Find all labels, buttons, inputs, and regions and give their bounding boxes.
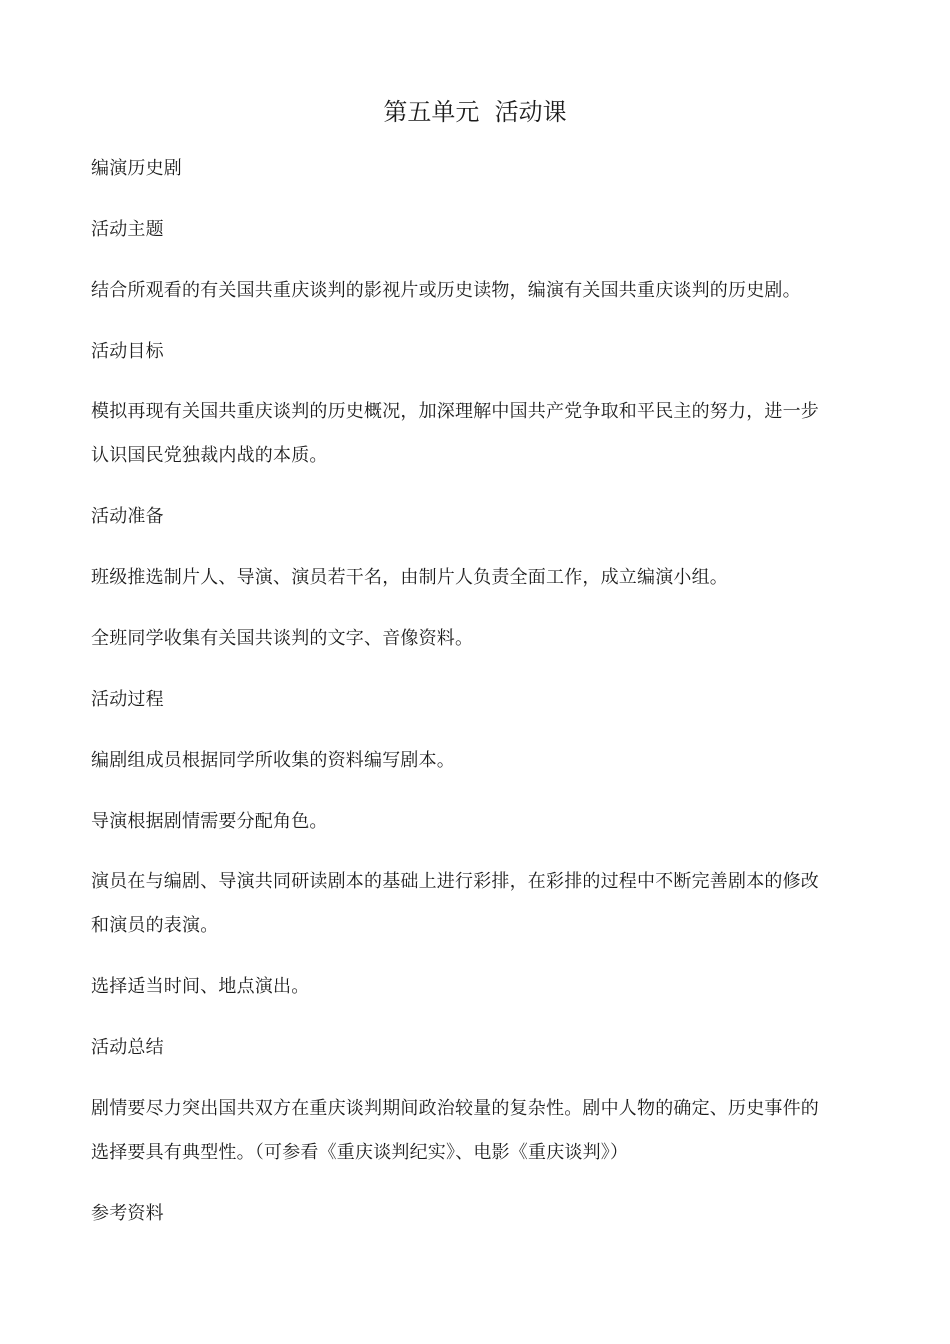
section-heading: 活动主题 xyxy=(91,219,164,240)
paragraph-line: 班级推选制片人、导演、演员若干名，由制片人负责全面工作，成立编演小组。 xyxy=(91,567,728,588)
paragraph-line: 演员在与编剧、导演共同研读剧本的基础上进行彩排，在彩排的过程中不断完善剧本的修改 xyxy=(91,871,819,892)
paragraph-line: 选择适当时间、地点演出。 xyxy=(91,976,310,997)
page-title: 第五单元 活动课 xyxy=(383,98,567,126)
paragraph-line: 编剧组成员根据同学所收集的资料编写剧本。 xyxy=(91,750,455,771)
paragraph-line: 导演根据剧情需要分配角色。 xyxy=(91,811,328,832)
paragraph-line: 和演员的表演。 xyxy=(91,915,219,936)
section-heading: 编演历史剧 xyxy=(91,158,182,179)
section-heading: 活动过程 xyxy=(91,689,164,710)
paragraph-line: 剧情要尽力突出国共双方在重庆谈判期间政治较量的复杂性。剧中人物的确定、历史事件的 xyxy=(91,1098,819,1119)
section-heading: 活动准备 xyxy=(91,506,164,527)
paragraph-line: 模拟再现有关国共重庆谈判的历史概况，加深理解中国共产党争取和平民主的努力，进一步 xyxy=(91,401,819,422)
section-heading: 活动总结 xyxy=(91,1037,164,1058)
paragraph-line: 选择要具有典型性。（可参看《重庆谈判纪实》、电影《重庆谈判》） xyxy=(91,1142,629,1163)
paragraph-line: 全班同学收集有关国共谈判的文字、音像资料。 xyxy=(91,628,474,649)
paragraph-line: 结合所观看的有关国共重庆谈判的影视片或历史读物，编演有关国共重庆谈判的历史剧。 xyxy=(91,280,801,301)
section-heading: 活动目标 xyxy=(91,341,164,362)
section-heading: 参考资料 xyxy=(91,1203,164,1224)
paragraph-line: 认识国民党独裁内战的本质。 xyxy=(91,445,328,466)
